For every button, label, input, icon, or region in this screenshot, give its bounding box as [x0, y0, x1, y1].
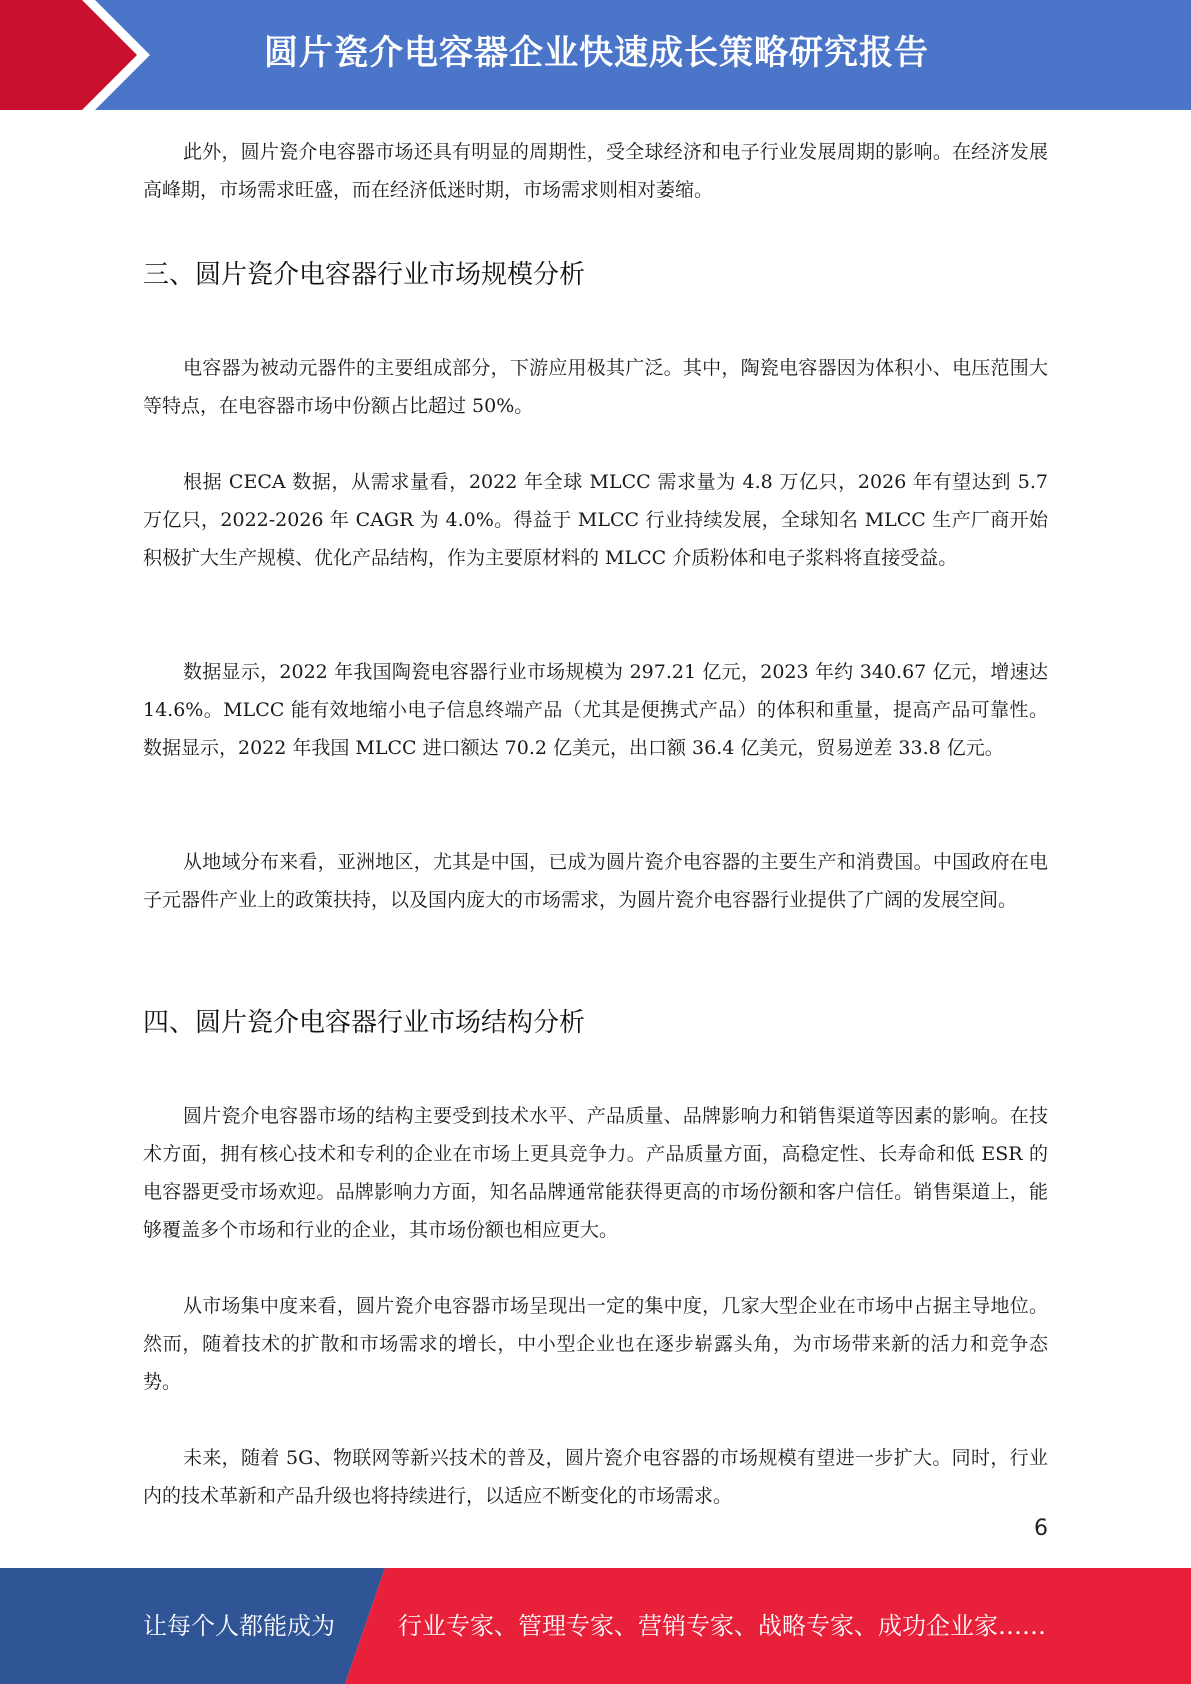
footer-slogan-right: 行业专家、管理专家、营销专家、战略专家、成功企业家……: [398, 1612, 1046, 1640]
paragraph: 从地域分布来看，亚洲地区，尤其是中国，已成为圆片瓷介电容器的主要生产和消费国。中国政府在电子元器件产业上的政策扶持，以及国内庞大的市场需求，为圆片瓷介电容器行业提供了广阔的发展空间。: [143, 851, 1048, 911]
paragraph: 根据 CECA 数据，从需求量看，2022 年全球 MLCC 需求量为 4.8 万亿只，2026 年有望达到 5.7 万亿只，2022-2026 年 CAGR 为 4.0%。得益于 MLCC 行业持续发展，全球知名 MLCC 生产厂商开始积极扩大生产规模、优化产品结构，作为主要原材料的 MLCC 介质粉体和电子浆料将直接受益。: [143, 471, 1048, 569]
paragraph: 此外，圆片瓷介电容器市场还具有明显的周期性，受全球经济和电子行业发展周期的影响。在经济发展高峰期，市场需求旺盛，而在经济低迷时期，市场需求则相对萎缩。: [143, 141, 1048, 201]
paragraph: 从市场集中度来看，圆片瓷介电容器市场呈现出一定的集中度，几家大型企业在市场中占据主导地位。然而，随着技术的扩散和市场需求的增长，中小型企业也在逐步崭露头角，为市场带来新的活力和竞争态势。: [143, 1295, 1048, 1393]
report-title: 圆片瓷介电容器企业快速成长策略研究报告: [264, 33, 929, 73]
footer-slogan-left: 让每个人都能成为: [143, 1612, 335, 1640]
paragraph: 电容器为被动元器件的主要组成部分，下游应用极其广泛。其中，陶瓷电容器因为体积小、电压范围大等特点，在电容器市场中份额占比超过 50%。: [143, 357, 1048, 417]
page-footer: [0, 1568, 1191, 1684]
paragraph: 数据显示，2022 年我国陶瓷电容器行业市场规模为 297.21 亿元，2023 年约 340.67 亿元，增速达 14.6%。MLCC 能有效地缩小电子信息终端产品（尤其是便携式产品）的体积和重量，提高产品可靠性。数据显示，2022 年我国 MLCC 进口额达 70.2 亿美元，出口额 36.4 亿美元，贸易逆差 33.8 亿元。: [143, 661, 1048, 759]
chevron-arrow-icon: [0, 0, 160, 110]
paragraph: 圆片瓷介电容器市场的结构主要受到技术水平、产品质量、品牌影响力和销售渠道等因素的影响。在技术方面，拥有核心技术和专利的企业在市场上更具竞争力。产品质量方面，高稳定性、长寿命和低 ESR 的电容器更受市场欢迎。品牌影响力方面，知名品牌通常能获得更高的市场份额和客户信任。销售渠道上，能够覆盖多个市场和行业的企业，其市场份额也相应更大。: [143, 1105, 1048, 1241]
section-heading: 四、圆片瓷介电容器行业市场结构分析: [143, 1008, 586, 1038]
page-header: [0, 0, 1191, 110]
section-heading: 三、圆片瓷介电容器行业市场规模分析: [143, 260, 586, 290]
page-number: 6: [1034, 1516, 1048, 1541]
paragraph: 未来，随着 5G、物联网等新兴技术的普及，圆片瓷介电容器的市场规模有望进一步扩大。同时，行业内的技术革新和产品升级也将持续进行，以适应不断变化的市场需求。: [143, 1447, 1048, 1507]
